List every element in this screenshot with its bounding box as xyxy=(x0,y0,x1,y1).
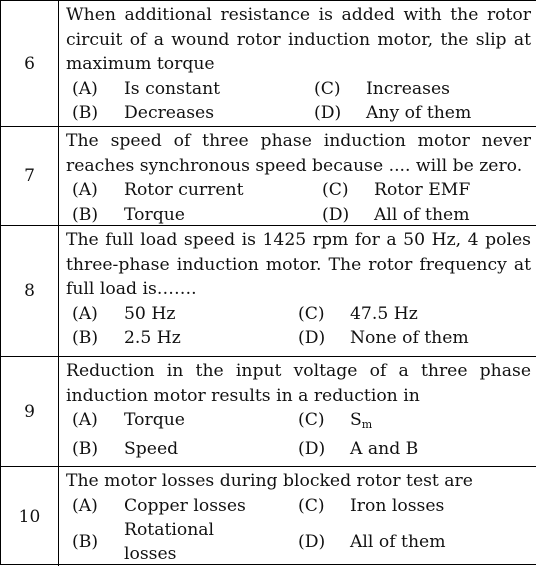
option-text: 47.5 Hz xyxy=(350,303,418,324)
option-text: A and B xyxy=(350,439,419,459)
question-cell xyxy=(59,226,536,356)
question-stem: The motor losses during blocked rotor test are xyxy=(66,471,473,491)
option-letter: (C) xyxy=(298,303,325,324)
question-row-8 xyxy=(1,226,536,357)
option-letter: (C) xyxy=(298,410,325,430)
option-text: Speed xyxy=(124,439,179,459)
option-line xyxy=(66,437,531,462)
option-text: Iron losses xyxy=(350,495,445,516)
question-row-7 xyxy=(1,127,536,226)
option-letter: (B) xyxy=(72,439,99,459)
option-text: Rotor EMF xyxy=(374,180,471,200)
question-stem: The full load speed is 1425 rpm for a 50 Hz, 4 poles three-phase induction motor. The rotor frequency at full load is……. xyxy=(66,230,531,299)
question-cell xyxy=(59,127,536,225)
option-letter: (B) xyxy=(72,103,99,123)
option-letter: (A) xyxy=(72,410,98,430)
option-text: 50 Hz xyxy=(124,303,176,324)
option-text xyxy=(350,408,372,438)
option-text: Is constant xyxy=(124,78,221,99)
question-number: 10 xyxy=(1,467,59,566)
question-cell xyxy=(59,357,536,466)
option-letter: (C) xyxy=(298,495,325,516)
option-text: Copper losses xyxy=(124,495,246,516)
option-text: Decreases xyxy=(124,103,215,123)
question-stem: When additional resistance is added with the rotor circuit of a wound rotor induction motor, the slip at maximum torque xyxy=(66,5,531,74)
option-line xyxy=(66,178,531,203)
question-stem: The speed of three phase induction motor never reaches synchronous speed because .... will be zero. xyxy=(66,131,531,176)
option-line xyxy=(66,203,531,228)
question-number: 7 xyxy=(1,127,59,225)
option-line xyxy=(66,77,531,102)
option-line xyxy=(66,408,531,437)
question-stem: Reduction in the input voltage of a three phase induction motor results in a reduction in xyxy=(66,361,531,406)
option-text: None of them xyxy=(350,328,469,348)
option-letter: (B) xyxy=(72,204,99,225)
option-text: Torque xyxy=(124,204,185,225)
question-row-6 xyxy=(1,1,536,127)
option-line xyxy=(66,326,531,351)
option-text: Any of them xyxy=(366,103,472,123)
option-line xyxy=(66,494,531,519)
question-row-10 xyxy=(1,467,536,566)
question-cell xyxy=(59,1,536,126)
option-text: All of them xyxy=(350,532,446,552)
option-letter: (D) xyxy=(298,328,326,348)
option-letter: (B) xyxy=(72,532,99,552)
option-line xyxy=(66,302,531,327)
option-line xyxy=(66,518,531,566)
option-letter: (A) xyxy=(72,180,98,200)
option-letter: (D) xyxy=(322,204,350,225)
question-row-9 xyxy=(1,357,536,467)
option-text: Rotational losses xyxy=(124,520,215,564)
option-text: Increases xyxy=(366,78,450,99)
option-letter: (D) xyxy=(314,103,342,123)
option-letter: (A) xyxy=(72,303,98,324)
option-text: Rotor current xyxy=(124,180,244,200)
option-text-subscript: m xyxy=(361,418,373,431)
option-letter: (C) xyxy=(322,180,349,200)
question-number: 8 xyxy=(1,226,59,356)
question-cell xyxy=(59,467,536,566)
option-letter: (B) xyxy=(72,328,99,348)
option-letter: (A) xyxy=(72,495,98,516)
option-text: 2.5 Hz xyxy=(124,328,181,348)
question-number: 9 xyxy=(1,357,59,466)
option-letter: (A) xyxy=(72,78,98,99)
option-text: Torque xyxy=(124,410,185,430)
option-letter: (C) xyxy=(314,78,341,99)
question-number: 6 xyxy=(1,1,59,126)
option-letter: (D) xyxy=(298,439,326,459)
option-line xyxy=(66,101,531,126)
option-text-main: S xyxy=(350,410,362,430)
option-letter: (D) xyxy=(298,532,326,552)
option-text: All of them xyxy=(374,204,470,225)
